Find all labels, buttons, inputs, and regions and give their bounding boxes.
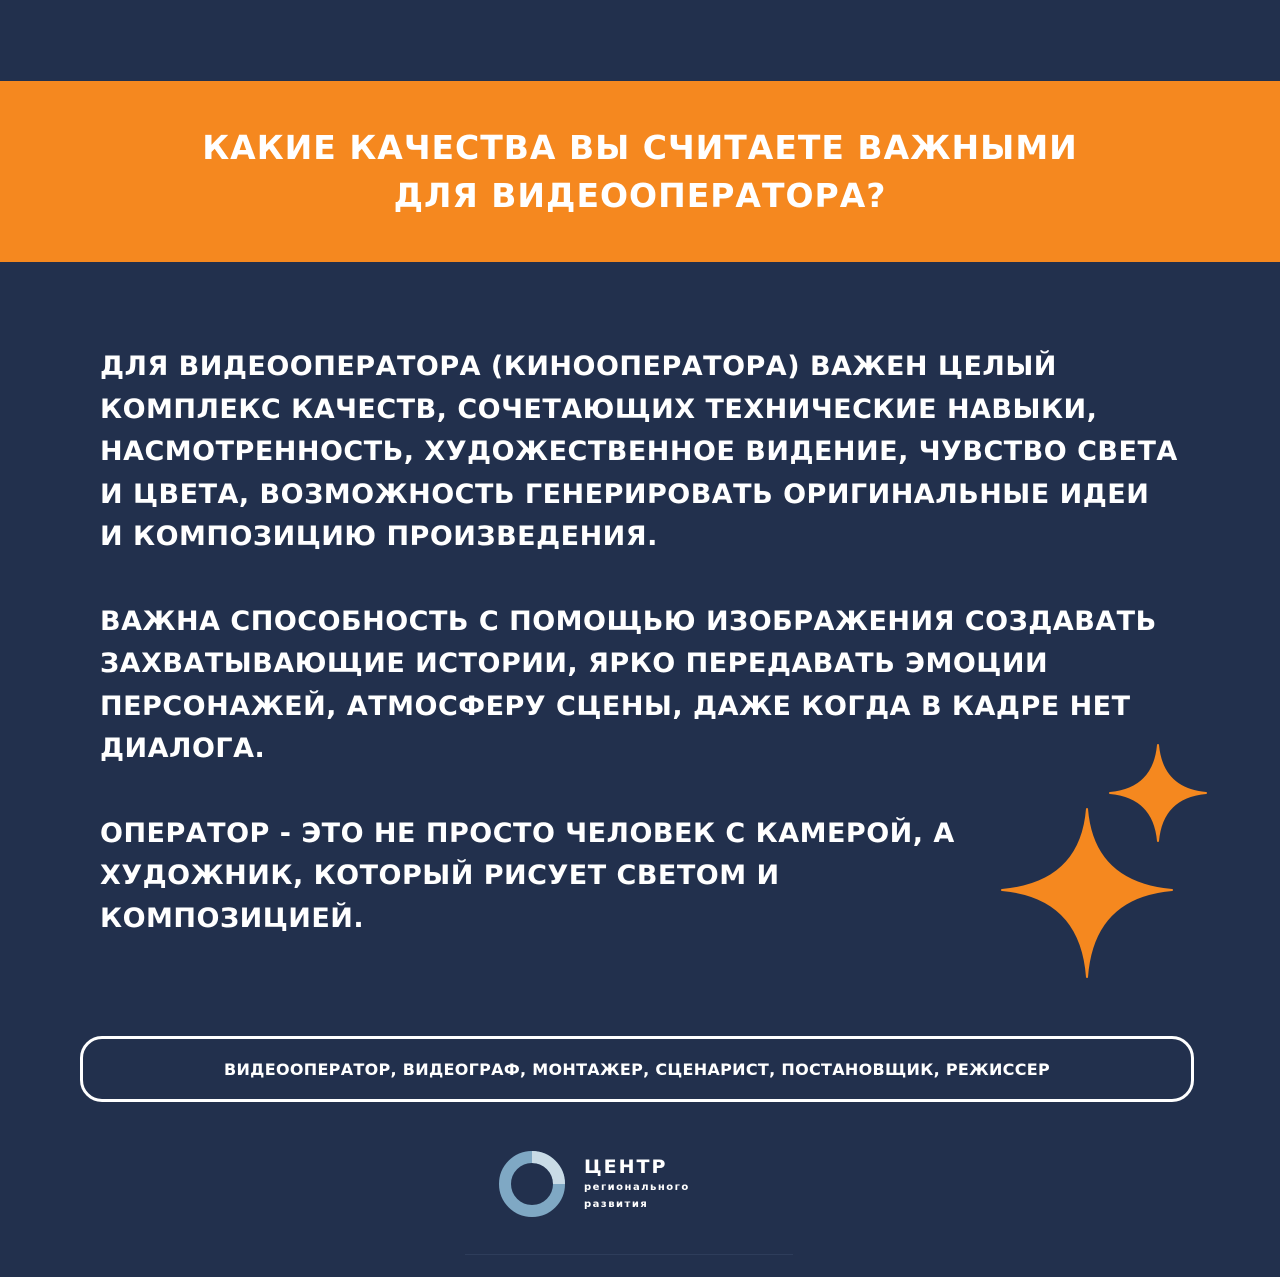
large-sparkle-icon: [1002, 809, 1172, 977]
logo: [496, 1148, 690, 1220]
sparkle-icon: [990, 735, 1220, 985]
logo-subtitle-2: развития: [584, 1198, 649, 1210]
ring-logo-icon: [496, 1148, 568, 1220]
tags-text: ВИДЕООПЕРАТОР, ВИДЕОГРАФ, МОНТАЖЕР, СЦЕНАРИСТ, ПОСТАНОВЩИК, РЕЖИССЕР: [223, 1059, 1050, 1079]
tags-pill: [80, 1036, 1194, 1102]
logo-title: ЦЕНТР: [584, 1155, 668, 1178]
bottom-divider: [465, 1254, 793, 1255]
logo-subtitle-1: регионального: [584, 1181, 690, 1193]
small-sparkle-icon: [1110, 745, 1206, 841]
header-banner: [0, 81, 1280, 262]
paragraph-2: ВАЖНА СПОСОБНОСТЬ С ПОМОЩЬЮ ИЗОБРАЖЕНИЯ СОЗДАВАТЬ ЗАХВАТЫВАЮЩИЕ ИСТОРИИ, ЯРКО ПЕРЕДАВАТЬ ЭМОЦИИ ПЕРСОНАЖЕЙ, АТМОСФЕРУ СЦЕНЫ, ДАЖЕ КОГДА В КАДРЕ НЕТ ДИАЛОГА.: [100, 605, 1157, 764]
page-title: КАКИЕ КАЧЕСТВА ВЫ СЧИТАЕТЕ ВАЖНЫМИ ДЛЯ ВИДЕООПЕРАТОРА?: [202, 127, 1078, 215]
logo-text: [584, 1155, 690, 1211]
paragraph-3: ОПЕРАТОР - ЭТО НЕ ПРОСТО ЧЕЛОВЕК С КАМЕРОЙ, А ХУДОЖНИК, КОТОРЫЙ РИСУЕТ СВЕТОМ И КОМПОЗИЦИЕЙ.: [100, 817, 955, 934]
paragraph-1: ДЛЯ ВИДЕООПЕРАТОРА (КИНООПЕРАТОРА) ВАЖЕН ЦЕЛЫЙ КОМПЛЕКС КАЧЕСТВ, СОЧЕТАЮЩИХ ТЕХНИЧЕСКИЕ НАВЫКИ, НАСМОТРЕННОСТЬ, ХУДОЖЕСТВЕННОЕ ВИДЕНИЕ, ЧУВСТВО СВЕТА И ЦВЕТА, ВОЗМОЖНОСТЬ ГЕНЕРИРОВАТЬ ОРИГИНАЛЬНЫЕ ИДЕИ И КОМПОЗИЦИЮ ПРОИЗВЕДЕНИЯ.: [100, 351, 1178, 552]
